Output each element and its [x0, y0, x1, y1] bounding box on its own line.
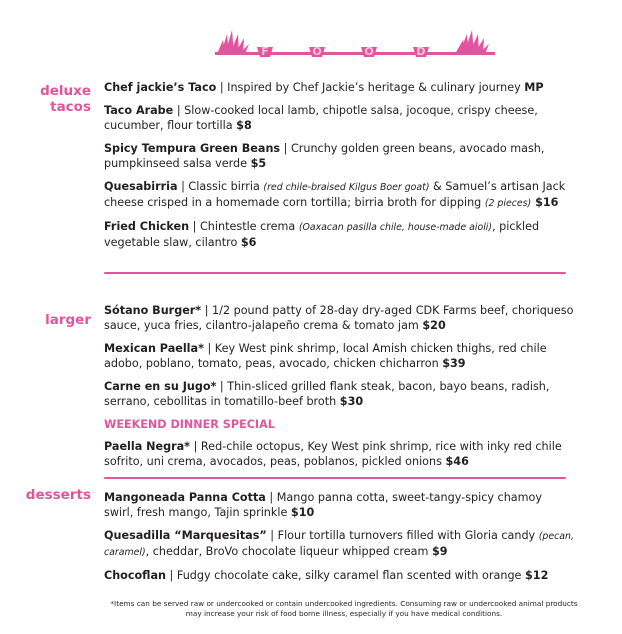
- menu-item: [104, 439, 574, 469]
- item-name: Mexican Paella*: [104, 342, 204, 355]
- section-label-line: larger: [45, 312, 91, 328]
- item-name: Sótano Burger*: [104, 304, 202, 317]
- item-description: | Flour tortilla turnovers filled with Gloria candy: [266, 529, 539, 542]
- header-letter: D: [416, 45, 426, 58]
- item-name: Quesadilla “Marquesitas”: [104, 529, 267, 542]
- agave-decoration-icon: [215, 28, 495, 58]
- menu-item: [104, 141, 574, 171]
- item-name: Chocoflan: [104, 569, 166, 582]
- item-price: $39: [442, 357, 466, 370]
- item-name: Taco Arabe: [104, 104, 174, 117]
- item-description: | Mango panna cotta, sweet-tangy-spicy chamoy swirl, fresh mango, Tajin sprinkle: [104, 491, 543, 519]
- item-name: Paella Negra*: [104, 440, 191, 453]
- allergen-footnote: [104, 599, 584, 619]
- section-label-desserts: [26, 487, 91, 503]
- section-items-larger: [104, 303, 574, 469]
- section-label-line: deluxe: [40, 83, 91, 99]
- menu-item: [104, 341, 574, 371]
- item-price: $5: [250, 157, 267, 170]
- item-description: | Inspired by Chef Jackie’s heritage & culinary journey: [216, 81, 525, 94]
- item-description: & Samuel’s artisan Jack cheese crisped in a homemade corn tortilla; birria broth for dipping: [104, 180, 566, 209]
- item-description: , cheddar, BroVo chocolate liqueur whipped cream: [145, 545, 432, 558]
- item-description: | Crunchy golden green beans, avocado mash, pumpkinseed salsa verde: [104, 142, 545, 170]
- menu-item: [104, 490, 574, 520]
- footnote-line: *Items can be served raw or undercooked or contain undercooked ingredients. Consuming raw or undercooked animal products: [110, 599, 578, 608]
- item-description: | Thin-sliced grilled flank steak, bacon, bayo beans, radish, serrano, cebollitas in tomatillo-beef broth: [104, 380, 550, 408]
- item-name: Mangoneada Panna Cotta: [104, 491, 266, 504]
- item-name: Chef jackie’s Taco: [104, 81, 217, 94]
- section-divider: [104, 272, 566, 274]
- item-name: Carne en su Jugo*: [104, 380, 217, 393]
- item-price: $30: [339, 395, 364, 408]
- item-description: , pickled vegetable slaw, cilantro: [104, 220, 540, 249]
- header-letter: O: [312, 45, 322, 58]
- footnote-line: may increase your risk of food borne illness, especially if you have medical conditions.: [185, 609, 503, 618]
- weekend-special-heading: WEEKEND DINNER SPECIAL: [104, 418, 275, 431]
- item-price: $9: [431, 545, 448, 558]
- item-price: MP: [524, 81, 544, 94]
- header-letter: F: [261, 45, 269, 58]
- section-divider: [104, 477, 566, 479]
- section-items-deluxe-tacos: [104, 80, 574, 250]
- item-note: (pecan, caramel): [104, 531, 574, 558]
- item-price: $16: [531, 196, 559, 209]
- item-description: | Key West pink shrimp, local Amish chicken thighs, red chile adobo, poblano, tomato, peas, avocado, chicken chicharron: [104, 342, 547, 370]
- menu-item: [104, 568, 574, 583]
- item-description: | Chintestle crema: [189, 220, 299, 233]
- item-description: | 1/2 pound patty of 28-day dry-aged CDK Farms beef, choriqueso sauce, yuca fries, cilantro-jalapeño crema & tomato jam: [104, 304, 574, 332]
- section-label-line: desserts: [25, 487, 91, 503]
- item-description: | Fudgy chocolate cake, silky caramel flan scented with orange: [166, 569, 525, 582]
- header-letter: O: [364, 45, 374, 58]
- item-price: $20: [422, 319, 446, 332]
- section-items-desserts: [104, 490, 574, 583]
- item-price: $46: [445, 455, 469, 468]
- item-note: (Oaxacan pasilla chile, house-made aioli): [298, 222, 493, 233]
- section-label-larger: [45, 312, 91, 328]
- menu-item: [104, 80, 574, 95]
- item-note: (red chile-braised Kilgus Boer goat): [263, 182, 430, 193]
- item-description: | Classic birria: [177, 180, 264, 193]
- menu-item: [104, 303, 574, 333]
- menu-item: [104, 179, 574, 211]
- item-name: Quesabirria: [104, 180, 178, 193]
- menu-item: [104, 219, 574, 250]
- item-price: $10: [290, 506, 315, 519]
- section-label-deluxe-tacos: [40, 83, 91, 115]
- item-price: $6: [240, 236, 257, 249]
- item-name: Fried Chicken: [104, 220, 190, 233]
- item-description: | Slow-cooked local lamb, chipotle salsa, jocoque, crispy cheese, cucumber, flour tortilla: [104, 104, 538, 132]
- menu-item: [104, 103, 574, 133]
- item-note: (2 pieces): [484, 198, 532, 209]
- item-name: Spicy Tempura Green Beans: [104, 142, 281, 155]
- section-label-line: tacos: [50, 99, 91, 115]
- item-price: $12: [525, 569, 549, 582]
- menu-item: [104, 528, 574, 560]
- item-price: $8: [236, 119, 252, 132]
- menu-item: [104, 379, 574, 409]
- item-description: | Red-chile octopus, Key West pink shrimp, rice with inky red chile sofrito, uni crema, avocados, peas, poblanos, pickled onions: [104, 440, 562, 468]
- food-header-banner: [215, 28, 495, 58]
